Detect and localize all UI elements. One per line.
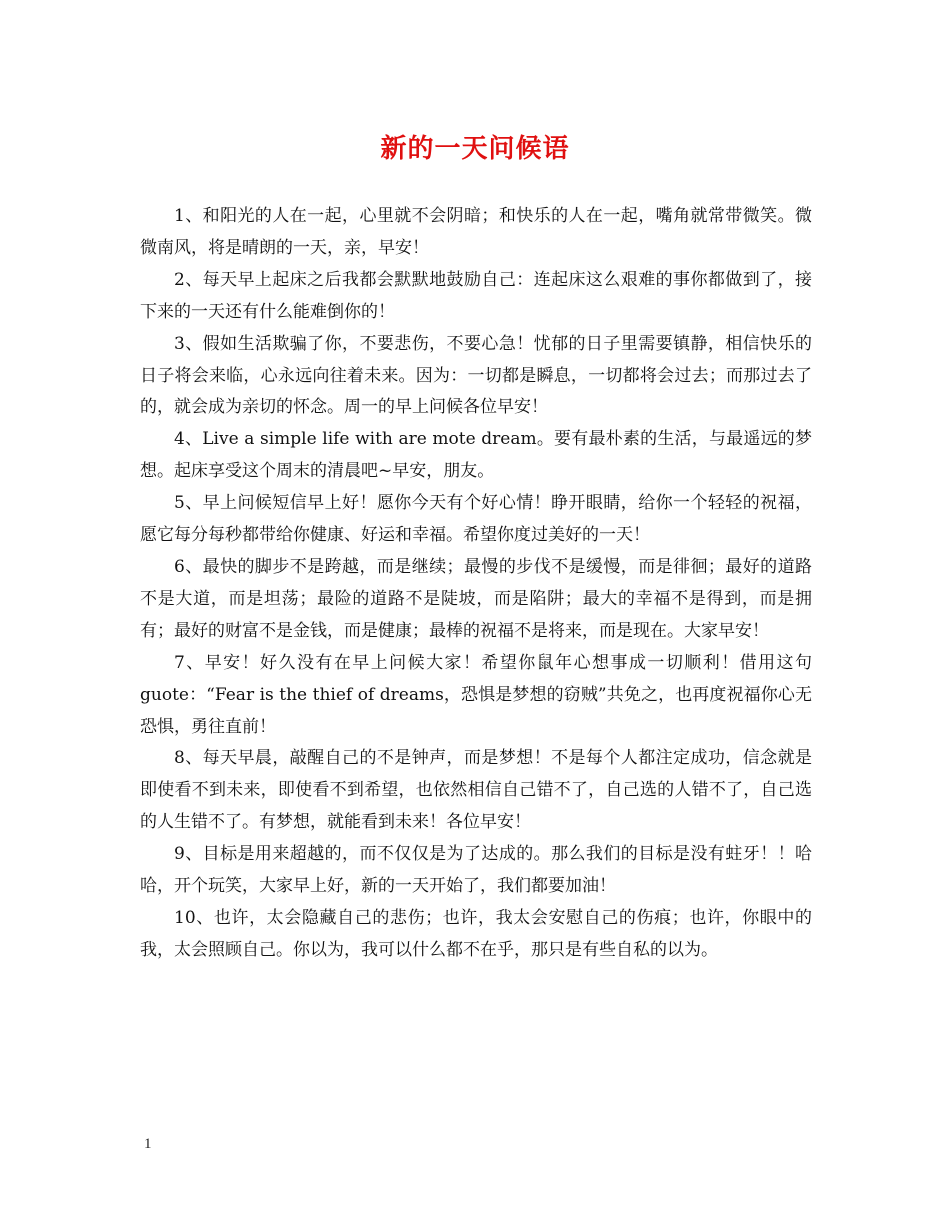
paragraph-2: 2、每天早上起床之后我都会默默地鼓励自己：连起床这么艰难的事你都做到了，接下来的一天还有什么能难倒你的！ — [140, 269, 812, 322]
paragraph-7: 7、早安！好久没有在早上问候大家！希望你鼠年心想事成一切顺利！借用这句guote：“Fear is the thief of dreams，恐惧是梦想的窃贼”共免之，也再度祝福你心无恐惧，勇往直前！ — [140, 652, 812, 737]
document-body — [140, 201, 812, 967]
paragraph-3: 3、假如生活欺骗了你，不要悲伤，不要心急！忧郁的日子里需要镇静，相信快乐的日子将会来临，心永远向往着未来。因为：一切都是瞬息，一切都将会过去；而那过去了的，就会成为亲切的怀念。周一的早上问候各位早安！ — [140, 333, 812, 418]
paragraph-8: 8、每天早晨，敲醒自己的不是钟声，而是梦想！不是每个人都注定成功，信念就是即使看不到未来，即使看不到希望，也依然相信自己错不了，自己选的人错不了，自己选的人生错不了。有梦想，就能看到未来！各位早安！ — [140, 748, 812, 833]
paragraph-10: 10、也许，太会隐藏自己的悲伤；也许，我太会安慰自己的伤痕；也许，你眼中的我，太会照顾自己。你以为，我可以什么都不在乎，那只是有些自私的以为。 — [140, 907, 812, 960]
paragraph-4: 4、Live a simple life with are mote dream。要有最朴素的生活，与最遥远的梦想。起床享受这个周末的清晨吧~早安，朋友。 — [140, 429, 812, 482]
paragraph-5: 5、早上问候短信早上好！愿你今天有个好心情！睁开眼睛，给你一个轻轻的祝福，愿它每分每秒都带给你健康、好运和幸福。希望你度过美好的一天！ — [140, 493, 812, 546]
page-number: 1 — [144, 1136, 152, 1152]
document-title: 新的一天问候语 — [380, 134, 570, 164]
paragraph-6: 6、最快的脚步不是跨越，而是继续；最慢的步伐不是缓慢，而是徘徊；最好的道路不是大道，而是坦荡；最险的道路不是陡坡，而是陷阱；最大的幸福不是得到，而是拥有；最好的财富不是金钱，而是健康；最棒的祝福不是将来，而是现在。大家早安！ — [140, 556, 812, 641]
paragraph-9: 9、目标是用来超越的，而不仅仅是为了达成的。那么我们的目标是没有蛀牙！！哈哈，开个玩笑，大家早上好，新的一天开始了，我们都要加油！ — [140, 844, 812, 897]
paragraph-1: 1、和阳光的人在一起，心里就不会阴暗；和快乐的人在一起，嘴角就常带微笑。微微南风，将是晴朗的一天，亲，早安！ — [140, 206, 812, 258]
